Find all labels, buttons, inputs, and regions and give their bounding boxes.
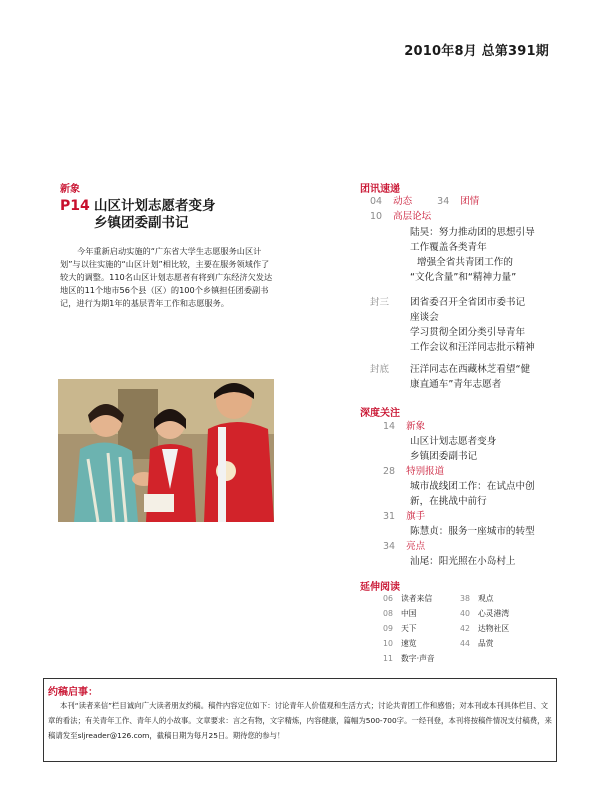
- item-label: 读者来信: [401, 594, 433, 603]
- page-number: 09: [383, 624, 393, 633]
- feature-title-line2: 乡镇团委副书记: [94, 215, 189, 231]
- toc-entry-line: 城市战线团工作：在试点中创: [410, 481, 535, 492]
- toc-row-tebie[interactable]: [383, 465, 444, 480]
- toc-row-xinxiang[interactable]: [383, 420, 425, 435]
- feature-photo: [58, 379, 274, 522]
- toc-section-title-yanshen: 延伸阅读: [360, 582, 400, 593]
- toc-entry-line: 工作会议和汪洋同志批示精神: [410, 342, 535, 353]
- page-number: 31: [383, 511, 396, 522]
- page-number: 04: [370, 196, 383, 207]
- toc-item[interactable]: [460, 607, 509, 622]
- item-label: 天下: [401, 624, 417, 633]
- category-label: 特别报道: [406, 466, 445, 477]
- issue-date: 2010年8月 总第391期: [404, 44, 549, 59]
- toc-section-title-tuanxun: 团讯速递: [360, 184, 400, 195]
- category-label: 亮点: [406, 541, 426, 552]
- item-label: 心灵港湾: [478, 609, 510, 618]
- feature-page-number: P14: [60, 198, 90, 214]
- notice-body: 本刊“读者来信”栏目诚向广大读者朋友约稿。稿件内容定位如下：讨论青年人价值观和生活方式；讨论共青团工作和感悟；对本刊或本刊具体栏目、文章的看法；有关青年工作、青年人的小故事。文章要求：言之有物，文字精炼，内容健康，篇幅为500-700字。一经刊登，本刊将按稿件情况支付稿费，来稿请发至sljreader@126.com，截稿日期为每月25日。期待您的参与！: [48, 701, 552, 740]
- toc-row-liangdian[interactable]: [383, 540, 425, 555]
- toc-entry-line[interactable]: 汪洋同志在西藏林芝看望“健: [410, 364, 531, 375]
- feature-title-line1: 山区计划志愿者变身: [94, 198, 216, 214]
- page-number: 封底: [370, 364, 390, 375]
- toc-item[interactable]: [383, 637, 417, 652]
- toc-item[interactable]: [383, 607, 417, 622]
- page-number: 06: [383, 594, 393, 603]
- feature-section-label: 新象: [60, 184, 80, 195]
- item-label: 观点: [478, 594, 494, 603]
- page-number: 08: [383, 609, 393, 618]
- page-number: 42: [460, 624, 470, 633]
- item-label: 品赏: [478, 639, 494, 648]
- toc-item[interactable]: [383, 652, 435, 667]
- toc-item[interactable]: [460, 637, 494, 652]
- category-label: 新象: [406, 421, 426, 432]
- toc-entry-line: 座谈会: [410, 312, 439, 323]
- toc-entry-line: 新，在挑战中前行: [410, 496, 487, 507]
- toc-entry-line: “文化含量”和“精神力量”: [410, 272, 517, 283]
- toc-row-dongtai[interactable]: [370, 195, 479, 210]
- category-label: 团情: [460, 196, 480, 207]
- page-number: 10: [383, 639, 393, 648]
- toc-entry-line: 学习贯彻全团分类引导青年: [410, 327, 526, 338]
- toc-item[interactable]: [383, 622, 417, 637]
- page-number: 34: [383, 541, 396, 552]
- page-number: 28: [383, 466, 396, 477]
- toc-entry-line: 工作覆盖各类青年: [410, 242, 487, 253]
- page-number: 40: [460, 609, 470, 618]
- item-label: 达物社区: [478, 624, 510, 633]
- toc-entry-line: 陈慧贞：服务一座城市的转型: [410, 526, 535, 537]
- page-number: 11: [383, 654, 393, 663]
- toc-entry-line: 汕尾：阳光照在小岛村上: [410, 556, 516, 567]
- category-label: 高层论坛: [393, 211, 432, 222]
- toc-item[interactable]: [460, 622, 509, 637]
- page-number: 10: [370, 211, 383, 222]
- toc-entry-line: 山区计划志愿者变身: [410, 436, 497, 447]
- toc-row-gaoceng[interactable]: [370, 210, 431, 225]
- toc-entry-line: 乡镇团委副书记: [410, 451, 478, 462]
- toc-row-qishou[interactable]: [383, 510, 425, 525]
- page-number: 封三: [370, 297, 390, 308]
- page-number: 34: [437, 196, 450, 207]
- page-number: 44: [460, 639, 470, 648]
- toc-entry-line: 增强全省共青团工作的: [417, 257, 513, 268]
- item-label: 中国: [401, 609, 417, 618]
- call-for-submissions-box: [43, 678, 557, 762]
- page-number: 14: [383, 421, 396, 432]
- toc-entry-line[interactable]: 团省委召开全省团市委书记: [410, 297, 526, 308]
- category-label: 动态: [393, 196, 413, 207]
- toc-entry-line: 陆昊：努力推动团的思想引导: [410, 227, 535, 238]
- feature-summary: 今年重新启动实施的“广东省大学生志愿服务山区计划”与以往实施的“山区计划”相比较，主要在服务领域作了较大的调整。110名山区计划志愿者有将到广东经济欠发达地区的11个地市56个县（区）的100个乡镇担任团委副书记，进行为期1年的基层青年工作和志愿服务。: [60, 246, 273, 308]
- toc-section-title-shendu: 深度关注: [360, 408, 400, 419]
- page-number: 38: [460, 594, 470, 603]
- toc-entry-line: 康直通车”青年志愿者: [410, 379, 502, 390]
- category-label: 旗手: [406, 511, 426, 522]
- item-label: 速览: [401, 639, 417, 648]
- notice-title: 约稿启事：: [48, 687, 98, 698]
- toc-item[interactable]: [383, 592, 432, 607]
- item-label: 数字·声音: [401, 654, 435, 663]
- toc-item[interactable]: [460, 592, 494, 607]
